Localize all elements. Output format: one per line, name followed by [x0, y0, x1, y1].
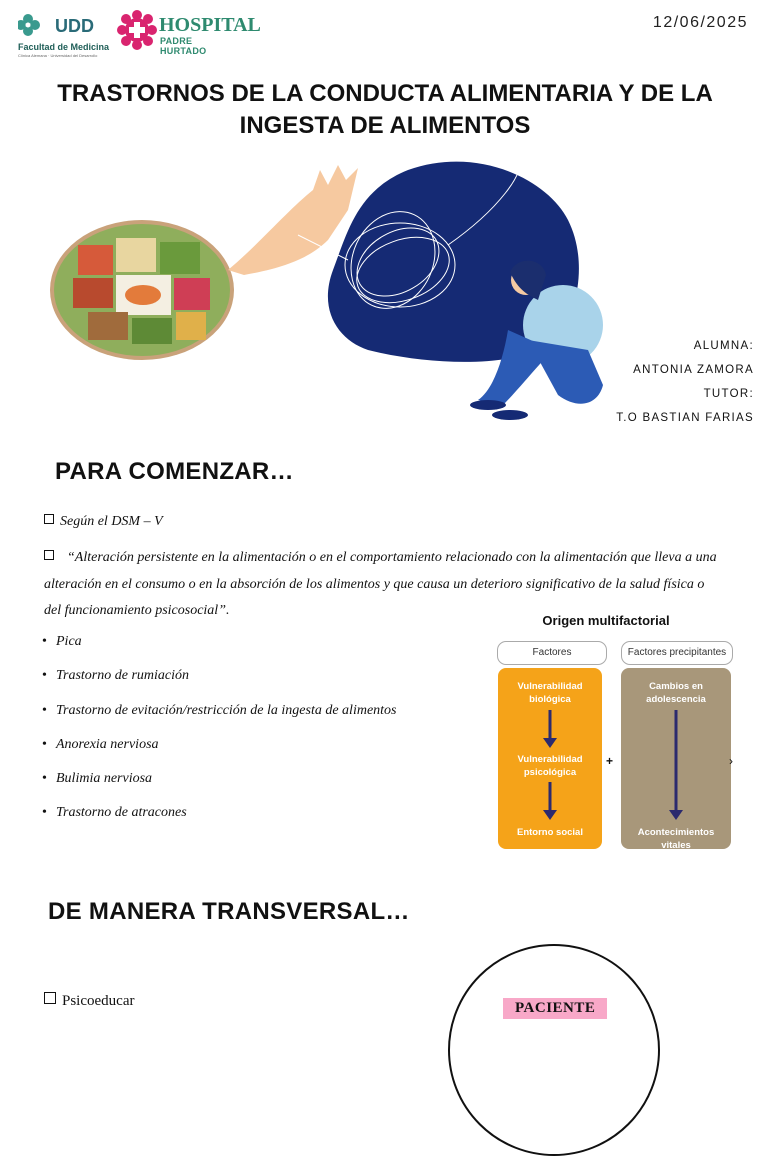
- diagram-title: Origen multifactorial: [542, 613, 670, 628]
- biological-vulnerability: Vulnerabilidad biológica: [517, 681, 583, 705]
- life-events: Acontecimientos vitales: [637, 827, 715, 851]
- svg-text:UDD: UDD: [55, 16, 94, 36]
- section-heading-transversal: DE MANERA TRANSVERSAL…: [48, 898, 410, 925]
- bullet-icon: •: [42, 668, 47, 684]
- disorder-list: [42, 632, 397, 838]
- patient-label: PACIENTE: [503, 998, 607, 1019]
- hospital-name: HOSPITAL: [159, 14, 261, 36]
- bullet-icon: •: [42, 634, 47, 649]
- checkbox-bullet-icon: [44, 514, 54, 524]
- psychological-vulnerability: Vulnerabilidad psicológica: [517, 754, 583, 778]
- bullet-icon: •: [42, 702, 47, 718]
- disorder-label: Anorexia nerviosa: [56, 736, 159, 752]
- predisposing-factors-label: Factores: [497, 641, 607, 665]
- tutor-label: TUTOR:: [703, 388, 754, 400]
- patient-circle: [448, 944, 660, 1156]
- bullet-icon: •: [42, 771, 47, 787]
- disorder-item: [42, 803, 397, 837]
- credits: [616, 334, 754, 430]
- disorder-item: [42, 632, 397, 666]
- disorder-label: Bulimia nerviosa: [56, 771, 153, 787]
- food-collage-image: [50, 220, 234, 360]
- document-title: TRASTORNOS DE LA CONDUCTA ALIMENTARIA Y DE LA INGESTA DE ALIMENTOS: [57, 80, 713, 139]
- dsm-definition: “Alteración persistente en la alimentación o en el comportamiento relacionado con la alimentación que lleva a una alteración en el consumo o en la absorción de los alimentos y que causa un deterioro significativo de la salud física o del funcionamiento psicosocial”.: [44, 550, 717, 618]
- hospital-subname: PADRE HURTADO: [160, 36, 207, 56]
- document-date: 12/06/2025: [652, 14, 748, 31]
- disorder-item: [42, 666, 397, 700]
- udd-subtitle: Facultad de Medicina: [18, 42, 110, 52]
- section-heading-intro: PARA COMENZAR…: [55, 458, 294, 485]
- bullet-icon: •: [42, 736, 47, 752]
- arrow-down-icon: [540, 708, 560, 828]
- psychoeducation-item: Psicoeducar: [44, 992, 134, 1010]
- plus-sign: +: [606, 754, 614, 768]
- hospital-flower-icon: [117, 10, 157, 50]
- disorder-item: [42, 769, 397, 803]
- disorder-label: Trastorno de atracones: [56, 805, 187, 821]
- hospital-logo: [117, 10, 261, 56]
- student-label: ALUMNA:: [693, 340, 754, 352]
- dsm-reference: Según el DSM – V: [44, 514, 163, 530]
- udd-logo: [18, 12, 110, 58]
- udd-emblem-icon: [18, 12, 106, 42]
- disorder-label: Pica: [56, 634, 82, 649]
- predisposing-factors-box: [498, 668, 602, 849]
- social-environment: Entorno social: [517, 827, 583, 838]
- checkbox-bullet-icon: [44, 992, 56, 1004]
- disorder-item: [42, 735, 397, 769]
- disorder-label: Trastorno de evitación/restricción de la ingesta de alimentos: [56, 702, 397, 718]
- disorder-label: Trastorno de rumiación: [56, 668, 190, 684]
- adolescence-changes: Cambios en adolescencia: [646, 681, 706, 705]
- tutor-name: T.O BASTIAN FARIAS: [616, 412, 754, 424]
- student-name: ANTONIA ZAMORA: [633, 364, 754, 376]
- disorder-item: [42, 701, 397, 735]
- checkbox-bullet-icon: [44, 550, 54, 560]
- precipitating-factors-box: [621, 668, 731, 849]
- trailing-arrow-icon: ›: [729, 754, 733, 768]
- illustration: [48, 150, 608, 430]
- udd-tagline: Clínica Alemana · Universidad del Desarrollo: [18, 53, 98, 58]
- bullet-icon: •: [42, 805, 47, 821]
- precipitating-factors-label: Factores precipitantes: [621, 641, 733, 665]
- long-arrow-down-icon: [666, 708, 686, 826]
